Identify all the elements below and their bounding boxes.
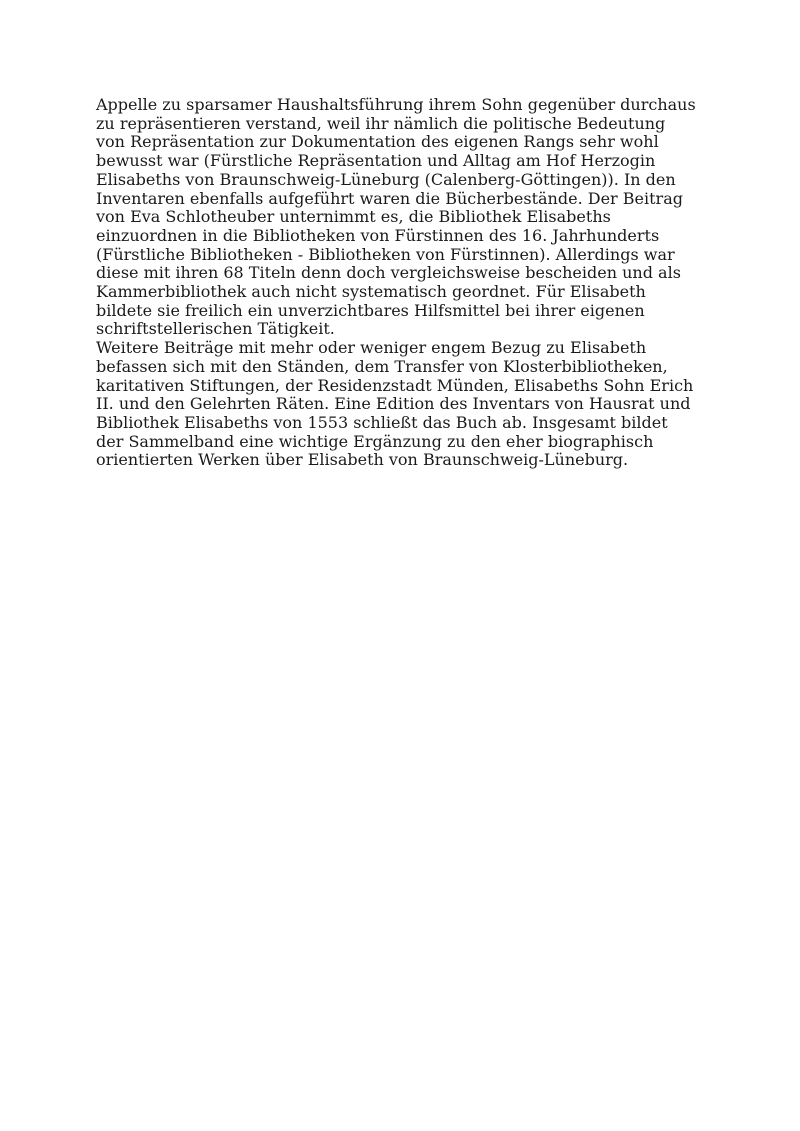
text-line: Inventaren ebenfalls aufgeführt waren die Bücherbestände. Der Beitrag: [96, 188, 683, 208]
text-line: von Eva Schlotheuber unternimmt es, die Bibliothek Elisabeths: [96, 207, 611, 227]
text-line: befassen sich mit den Ständen, dem Transfer von Klosterbibliotheken,: [96, 356, 668, 376]
body-text: [96, 96, 712, 470]
text-line: II. und den Gelehrten Räten. Eine Edition des Inventars von Hausrat und: [96, 394, 691, 414]
text-line: Elisabeths von Braunschweig-Lüneburg (Calenberg-Göttingen)). In den: [96, 169, 676, 189]
text-line: Bibliothek Elisabeths von 1553 schließt das Buch ab. Insgesamt bildet: [96, 412, 668, 432]
text-line: der Sammelband eine wichtige Ergänzung zu den eher biographisch: [96, 431, 654, 451]
text-line: Appelle zu sparsamer Haushaltsführung ihrem Sohn gegenüber durchaus: [96, 95, 696, 114]
text-line: bewusst war (Fürstliche Repräsentation und Alltag am Hof Herzogin: [96, 151, 656, 171]
text-line: zu repräsentieren verstand, weil ihr nämlich die politische Bedeutung: [96, 113, 666, 133]
text-line: orientierten Werken über Elisabeth von Braunschweig-Lüneburg.: [96, 450, 629, 470]
paragraph-1: [96, 96, 712, 339]
text-line: (Fürstliche Bibliotheken - Bibliotheken von Fürstinnen). Allerdings war: [96, 244, 675, 264]
text-line: Weitere Beiträge mit mehr oder weniger engem Bezug zu Elisabeth: [96, 338, 647, 358]
text-line: schriftstellerischen Tätigkeit.: [96, 319, 335, 339]
paragraph-2: [96, 339, 712, 470]
text-line: diese mit ihren 68 Titeln denn doch vergleichsweise bescheiden und als: [96, 263, 681, 283]
text-line: bildete sie freilich ein unverzichtbares Hilfsmittel bei ihrer eigenen: [96, 300, 645, 320]
text-line: Kammerbibliothek auch nicht systematisch geordnet. Für Elisabeth: [96, 282, 646, 302]
text-line: einzuordnen in die Bibliotheken von Fürstinnen des 16. Jahrhunderts: [96, 225, 660, 245]
text-line: von Repräsentation zur Dokumentation des eigenen Rangs sehr wohl: [96, 132, 659, 152]
text-line: karitativen Stiftungen, der Residenzstadt Münden, Elisabeths Sohn Erich: [96, 375, 694, 395]
